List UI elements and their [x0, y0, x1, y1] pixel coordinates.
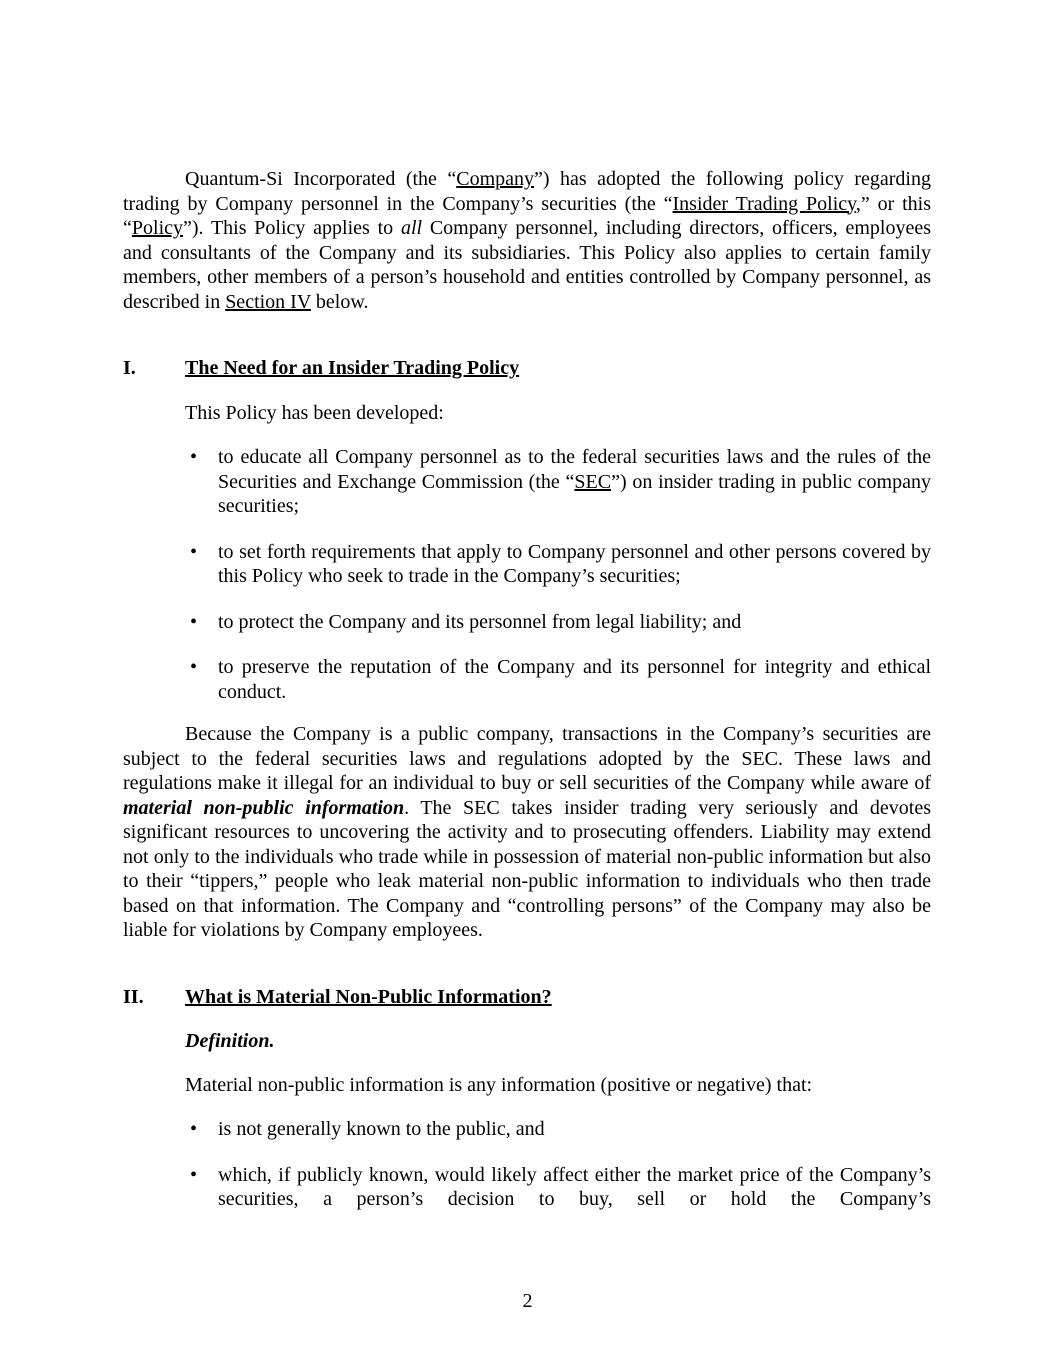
- bullet-not-generally-known: • is not generally known to the public, and: [218, 1117, 931, 1142]
- section-1-title: The Need for an Insider Trading Policy: [185, 357, 520, 379]
- section-2-lead: Material non-public information is any information (positive or negative) that:: [185, 1073, 813, 1096]
- bullet-protect-company: • to protect the Company and its personnel from legal liability; and: [218, 610, 931, 635]
- bullet-educate-personnel: • to educate all Company personnel as to the federal securities laws and the rules of the Securities and Exchange Commission (the “SEC”) on insider trading in public company securities;: [218, 445, 931, 519]
- section-2-bullet-list: [123, 1117, 931, 1212]
- definition-label: Definition.: [185, 1030, 275, 1052]
- section-2-title: What is Material Non-Public Information?: [185, 985, 552, 1008]
- page-number: 2: [522, 1289, 533, 1312]
- bullet-set-forth-requirements: • to set forth requirements that apply to Company personnel and other persons covered by this Policy who seek to trade in the Company’s securities;: [218, 540, 931, 589]
- bullet-preserve-reputation: • to preserve the reputation of the Company and its personnel for integrity and ethical conduct.: [218, 655, 931, 704]
- section-1-heading: [123, 356, 931, 381]
- section-2-number: II.: [123, 985, 144, 1008]
- section-1-body-paragraph: Because the Company is a public company, transactions in the Company’s securities are subject to the federal securities laws and regulations adopted by the SEC. These laws and regulations make it illegal for an individual to buy or sell securities of the Company while aware of material non-public information. The SEC takes insider trading very seriously and devotes significant resources to uncovering the activity and to prosecuting offenders. Liability may extend not only to the individuals who trade while in possession of material non-public information but also to their “tippers,” people who leak material non-public information to individuals who then trade based on that information. The Company and “controlling persons” of the Company may also be liable for violations by Company employees.: [123, 723, 931, 941]
- section-1-bullet-list: [123, 445, 931, 704]
- intro-paragraph: Quantum-Si Incorporated (the “Company”) has adopted the following policy regarding trading by Company personnel in the Company’s securities (the “Insider Trading Policy,” or this “Policy”). This Policy applies to all Company personnel, including directors, officers, employees and consultants of the Company and its subsidiaries. This Policy also applies to certain family members, other members of a person’s household and entities controlled by Company personnel, as described in Section IV below.: [123, 168, 931, 313]
- section-2-heading: [123, 985, 931, 1010]
- section-1-lead: This Policy has been developed:: [185, 401, 444, 424]
- bullet-publicly-known-effect: • which, if publicly known, would likely affect either the market price of the Company’s securities, a person’s decision to buy, sell or hold the Company’s: [218, 1163, 931, 1212]
- section-1-number: I.: [123, 357, 136, 379]
